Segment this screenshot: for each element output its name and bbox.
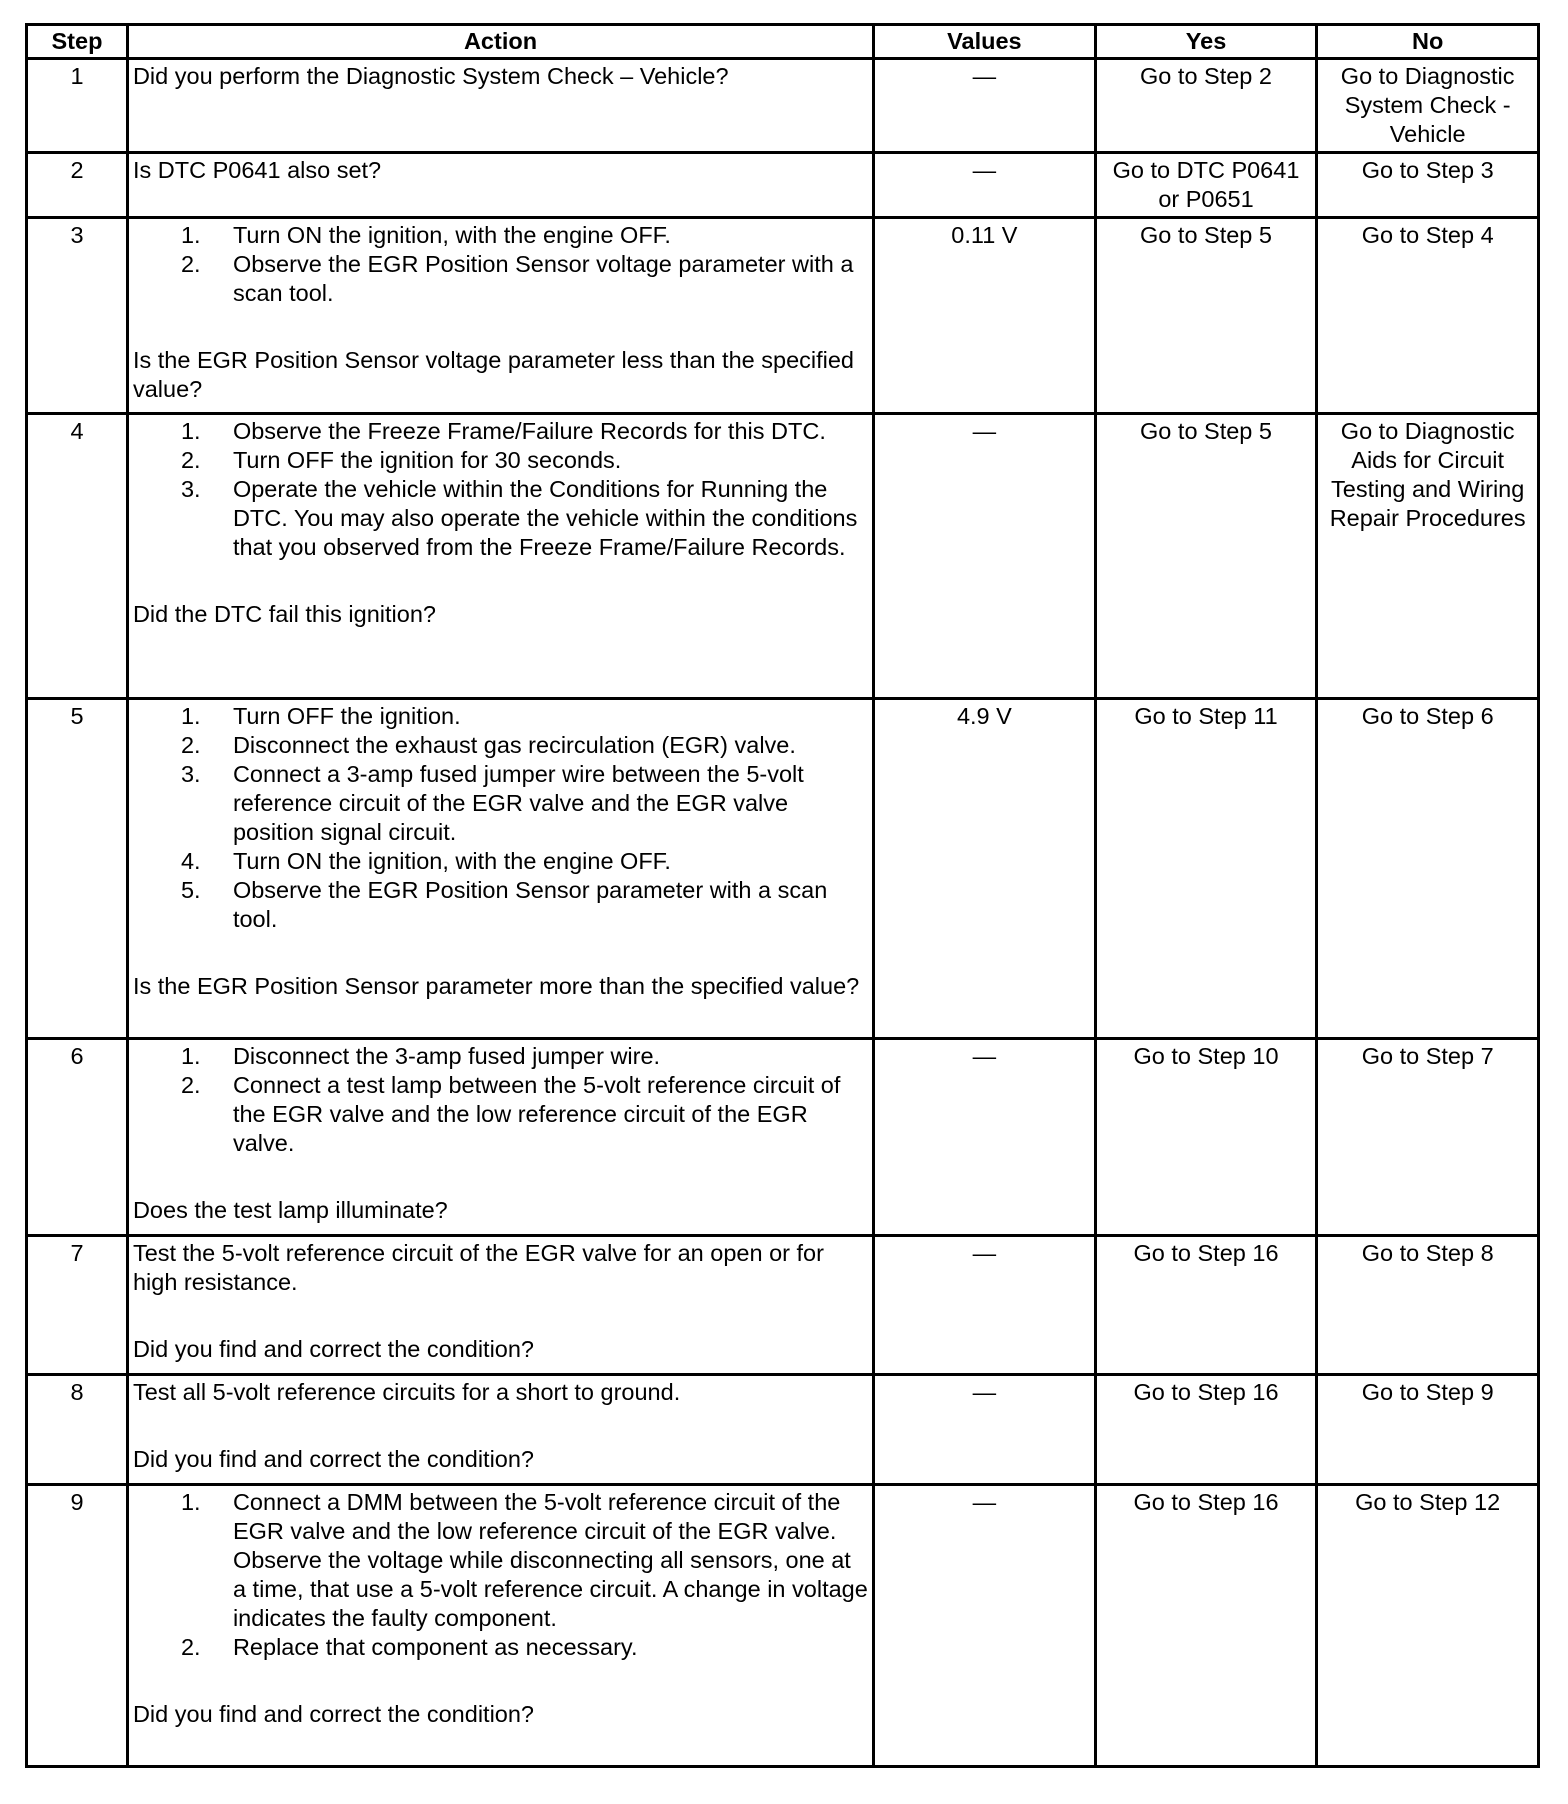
table-row xyxy=(27,59,1539,153)
action-cell xyxy=(127,1375,873,1485)
action-step: Turn OFF the ignition for 30 seconds. xyxy=(232,447,622,473)
action-question: Does the test lamp illuminate? xyxy=(132,1197,448,1223)
value-cell: — xyxy=(874,153,1096,218)
action-step: Connect a DMM between the 5-volt reference circuit of the EGR valve and the low reference circuit of the EGR valve. Observe the voltage while disconnecting all sensors, one at a time, that use a 5-volt reference circuit. A change in voltage indicates the faulty component. xyxy=(232,1489,868,1631)
step-number: 5 xyxy=(27,699,128,1039)
action-cell xyxy=(127,153,873,218)
action-step: Connect a test lamp between the 5-volt reference circuit of the EGR valve and the low reference circuit of the EGR valve. xyxy=(232,1072,841,1156)
action-question: Did you perform the Diagnostic System Check – Vehicle? xyxy=(132,63,729,89)
value-cell: — xyxy=(874,59,1096,153)
action-question: Is the EGR Position Sensor parameter more than the specified value? xyxy=(132,973,860,999)
action-intro: Test the 5-volt reference circuit of the EGR valve for an open or for high resistance. xyxy=(132,1240,824,1295)
yes-cell: Go to Step 5 xyxy=(1095,218,1317,414)
action-cell xyxy=(127,1485,873,1767)
table-row xyxy=(27,1039,1539,1236)
header-values: Values xyxy=(874,25,1096,59)
action-cell xyxy=(127,218,873,414)
action-steps xyxy=(133,1042,868,1158)
action-question: Is DTC P0641 also set? xyxy=(132,157,382,183)
action-step: Turn ON the ignition, with the engine OFF. xyxy=(232,848,671,874)
action-steps xyxy=(133,1488,868,1662)
table-row xyxy=(27,1485,1539,1767)
action-step: Turn ON the ignition, with the engine OFF. xyxy=(232,222,671,248)
diagnostic-table xyxy=(25,23,1540,1768)
step-number: 4 xyxy=(27,414,128,699)
table-row xyxy=(27,1236,1539,1375)
action-step: Observe the EGR Position Sensor parameter with a scan tool. xyxy=(232,877,828,932)
action-steps xyxy=(133,417,868,562)
action-question: Did you find and correct the condition? xyxy=(132,1701,535,1727)
header-no: No xyxy=(1317,25,1539,59)
action-step: Replace that component as necessary. xyxy=(232,1634,638,1660)
no-cell: Go to Step 7 xyxy=(1317,1039,1539,1236)
yes-cell: Go to Step 16 xyxy=(1095,1485,1317,1767)
table-row xyxy=(27,414,1539,699)
step-number: 2 xyxy=(27,153,128,218)
diagnostic-table-container xyxy=(25,23,1540,1768)
table-row xyxy=(27,218,1539,414)
action-step: Operate the vehicle within the Conditions for Running the DTC. You may also operate the vehicle within the conditions that you observed from the Freeze Frame/Failure Records. xyxy=(232,476,858,560)
yes-cell: Go to Step 10 xyxy=(1095,1039,1317,1236)
header-step: Step xyxy=(27,25,128,59)
yes-cell: Go to Step 16 xyxy=(1095,1375,1317,1485)
action-question: Did you find and correct the condition? xyxy=(132,1446,535,1472)
action-cell xyxy=(127,1236,873,1375)
value-cell: — xyxy=(874,414,1096,699)
action-cell xyxy=(127,414,873,699)
value-cell: 0.11 V xyxy=(874,218,1096,414)
action-step: Disconnect the 3-amp fused jumper wire. xyxy=(232,1043,661,1069)
value-cell: — xyxy=(874,1039,1096,1236)
action-steps xyxy=(133,221,868,308)
step-number: 3 xyxy=(27,218,128,414)
action-step: Observe the EGR Position Sensor voltage parameter with a scan tool. xyxy=(232,251,854,306)
action-question: Is the EGR Position Sensor voltage parameter less than the specified value? xyxy=(132,347,855,402)
no-cell: Go to Step 12 xyxy=(1317,1485,1539,1767)
no-cell: Go to Step 9 xyxy=(1317,1375,1539,1485)
value-cell: — xyxy=(874,1375,1096,1485)
header-yes: Yes xyxy=(1095,25,1317,59)
action-cell xyxy=(127,1039,873,1236)
header-row xyxy=(27,25,1539,59)
no-cell: Go to Step 8 xyxy=(1317,1236,1539,1375)
action-step: Connect a 3-amp fused jumper wire between the 5-volt reference circuit of the EGR valve and the EGR valve position signal circuit. xyxy=(232,761,804,845)
action-intro: Test all 5-volt reference circuits for a short to ground. xyxy=(132,1379,681,1405)
no-cell: Go to Step 4 xyxy=(1317,218,1539,414)
action-question: Did the DTC fail this ignition? xyxy=(132,601,436,627)
header-action: Action xyxy=(127,25,873,59)
no-cell: Go to Diagnostic Aids for Circuit Testing and Wiring Repair Procedures xyxy=(1317,414,1539,699)
table-row xyxy=(27,1375,1539,1485)
step-number: 9 xyxy=(27,1485,128,1767)
yes-cell: Go to Step 5 xyxy=(1095,414,1317,699)
yes-cell: Go to Step 2 xyxy=(1095,59,1317,153)
action-steps xyxy=(133,702,868,934)
step-number: 7 xyxy=(27,1236,128,1375)
step-number: 8 xyxy=(27,1375,128,1485)
no-cell: Go to Step 6 xyxy=(1317,699,1539,1039)
step-number: 1 xyxy=(27,59,128,153)
yes-cell: Go to Step 11 xyxy=(1095,699,1317,1039)
no-cell: Go to Diagnostic System Check - Vehicle xyxy=(1317,59,1539,153)
value-cell: — xyxy=(874,1485,1096,1767)
action-cell xyxy=(127,699,873,1039)
step-number: 6 xyxy=(27,1039,128,1236)
yes-cell: Go to DTC P0641 or P0651 xyxy=(1095,153,1317,218)
value-cell: — xyxy=(874,1236,1096,1375)
action-step: Observe the Freeze Frame/Failure Records for this DTC. xyxy=(232,418,826,444)
yes-cell: Go to Step 16 xyxy=(1095,1236,1317,1375)
action-cell xyxy=(127,59,873,153)
action-step: Disconnect the exhaust gas recirculation (EGR) valve. xyxy=(232,732,796,758)
action-step: Turn OFF the ignition. xyxy=(232,703,461,729)
action-question: Did you find and correct the condition? xyxy=(132,1336,535,1362)
no-cell: Go to Step 3 xyxy=(1317,153,1539,218)
table-row xyxy=(27,153,1539,218)
table-row xyxy=(27,699,1539,1039)
value-cell: 4.9 V xyxy=(874,699,1096,1039)
